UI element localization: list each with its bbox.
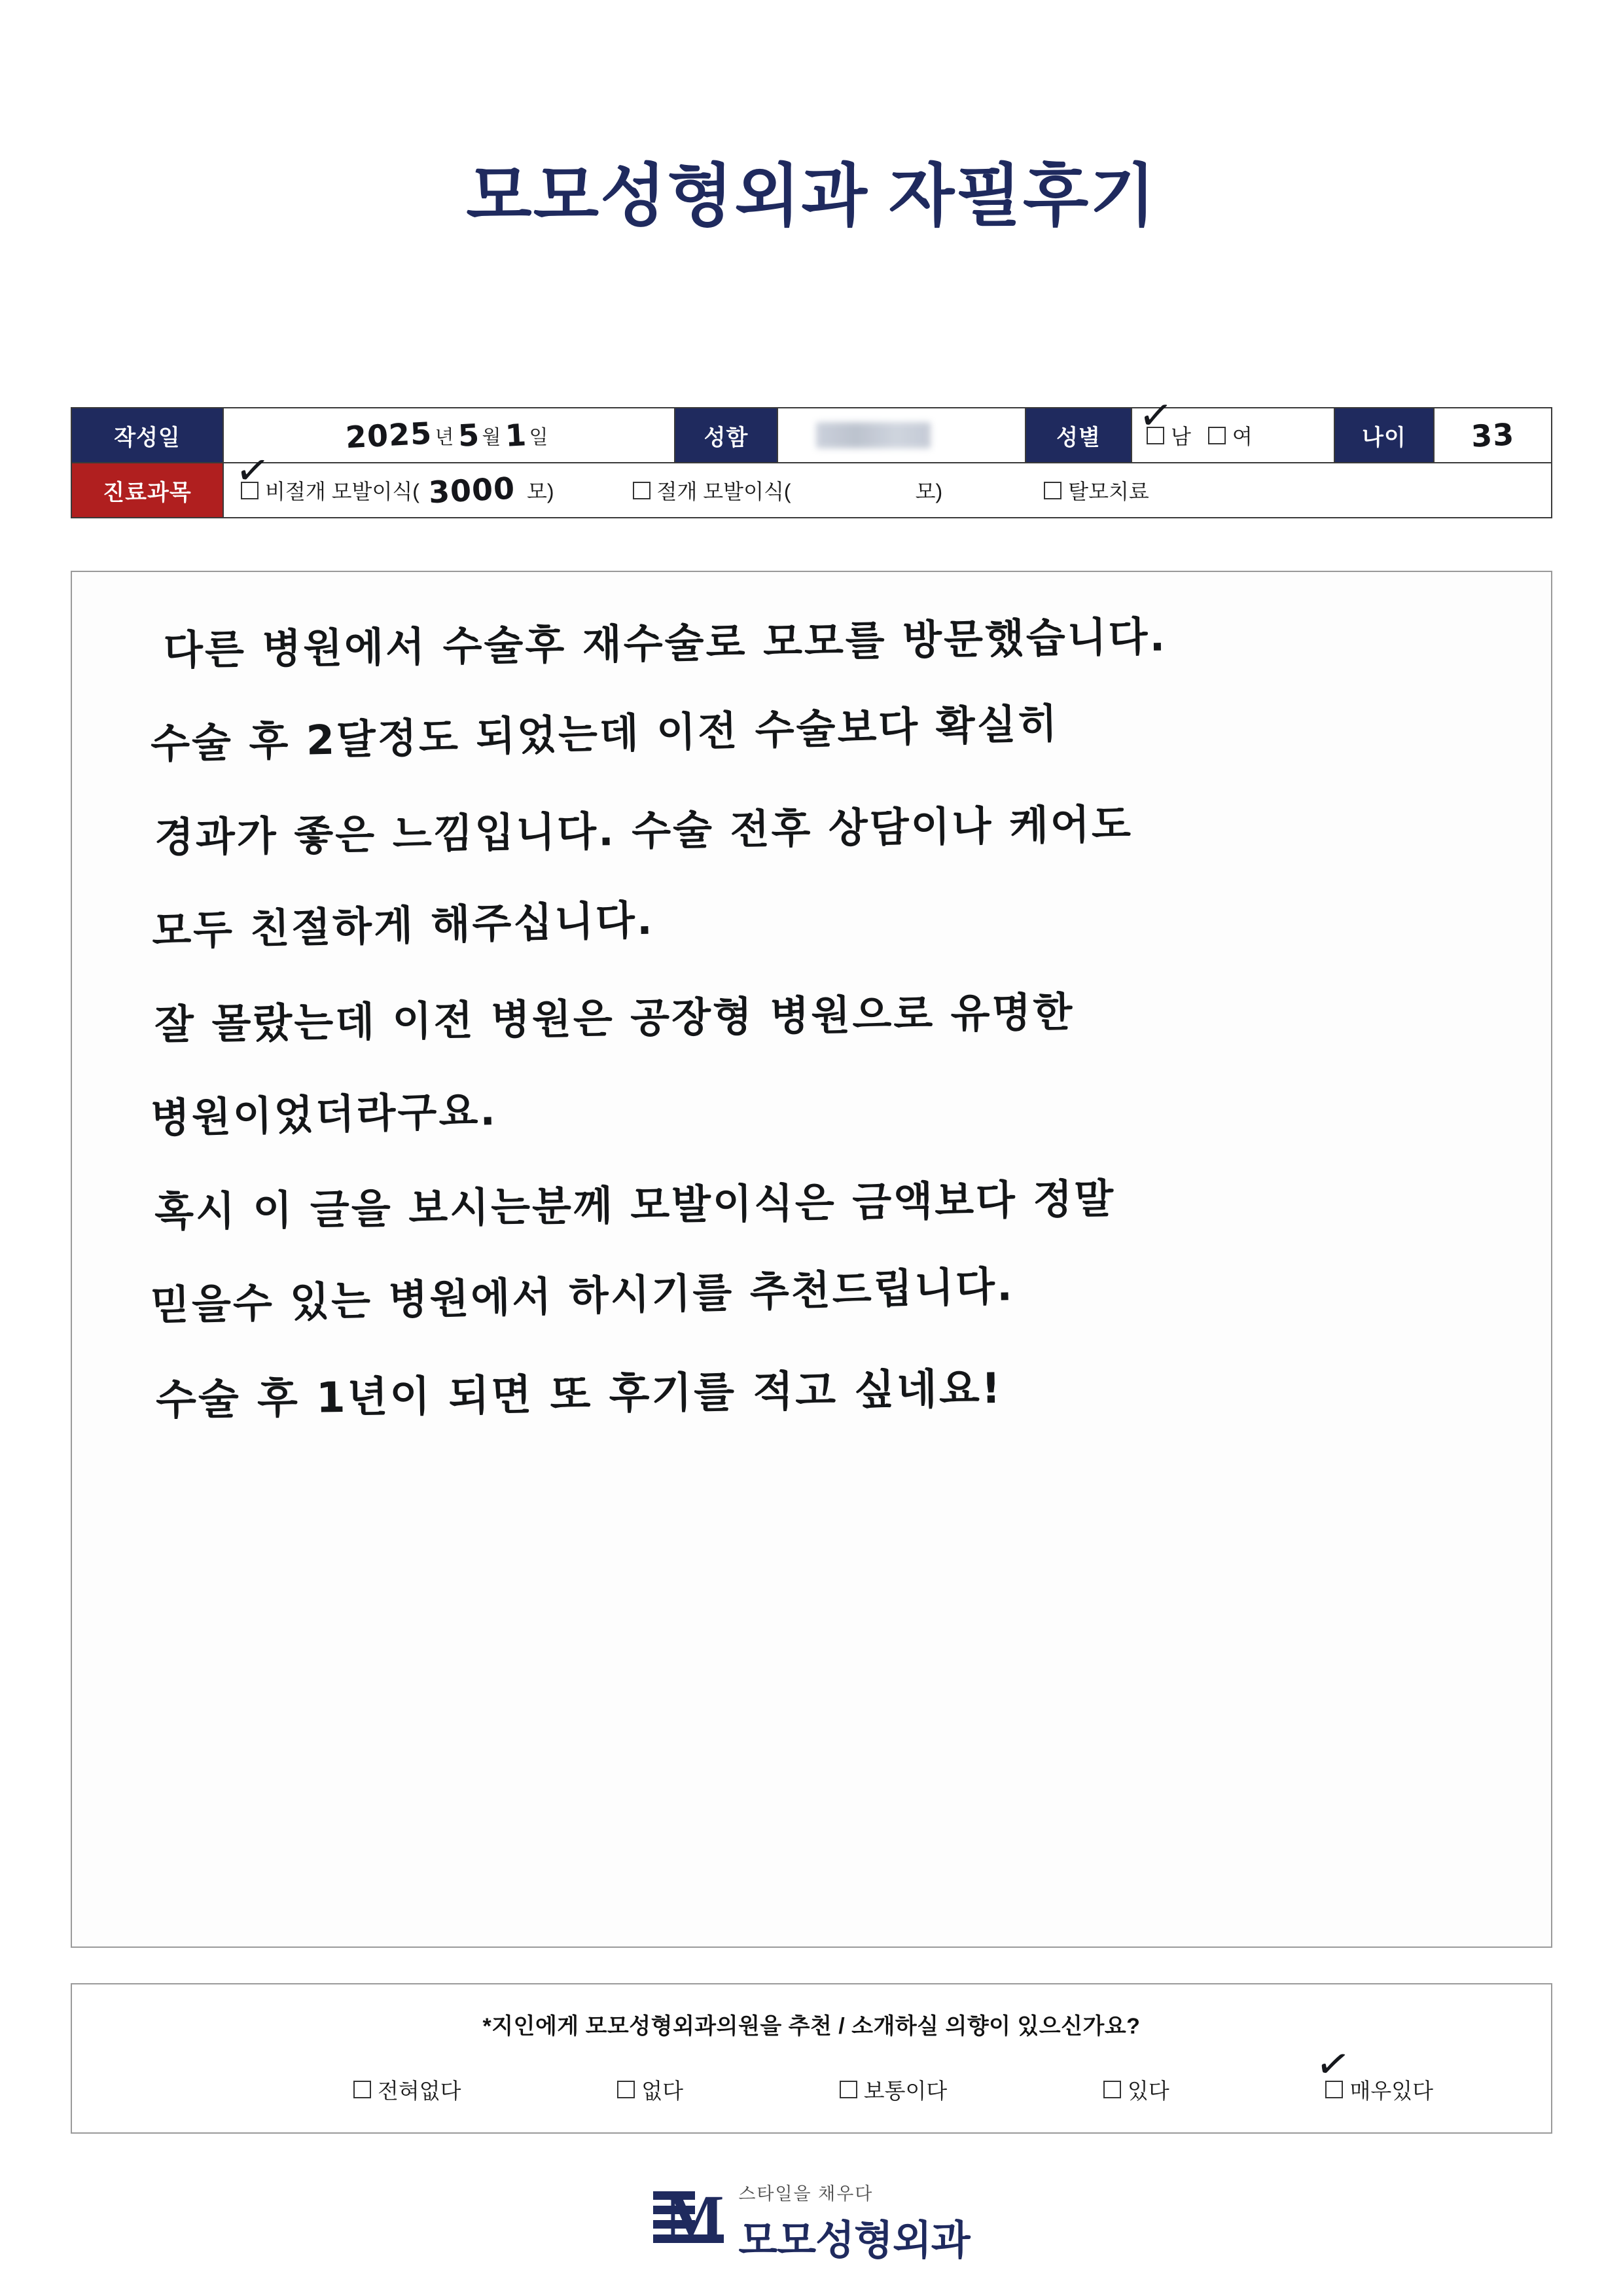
rec-no-label: 없다 bbox=[641, 2079, 683, 2103]
sex-label: 성별 bbox=[1025, 408, 1131, 462]
date-day-unit: 일 bbox=[529, 427, 548, 448]
review-line: 수술 후 1년이 되면 또 후기를 적고 싶네요! bbox=[155, 1364, 1003, 1425]
clinic-logo bbox=[0, 2179, 1623, 2266]
sex-male-label: 남 bbox=[1171, 425, 1191, 448]
rec-option-neutral[interactable] bbox=[840, 2074, 948, 2105]
dept-non-incision-checkmark: ✓ bbox=[232, 444, 273, 497]
logo-text bbox=[738, 2179, 969, 2266]
age-label: 나이 bbox=[1334, 408, 1433, 462]
rec-very-much-checkmark: ✓ bbox=[1312, 2037, 1355, 2090]
date-day-value: 1 bbox=[504, 417, 527, 454]
dept-hairloss-checkbox[interactable] bbox=[1044, 482, 1061, 499]
name-label: 성함 bbox=[674, 408, 777, 462]
rec-yes-checkbox[interactable] bbox=[1103, 2081, 1121, 2098]
review-line: 모두 친절하게 해주십니다. bbox=[151, 895, 655, 955]
dept-label: 진료과목 bbox=[72, 463, 223, 517]
sex-female-checkbox[interactable] bbox=[1208, 427, 1226, 444]
rec-not-at-all-label: 전혀없다 bbox=[378, 2079, 461, 2103]
rec-not-at-all-checkbox[interactable] bbox=[353, 2081, 371, 2098]
review-line: 경과가 좋은 느낌입니다. 수술 전후 상담이나 케어도 bbox=[154, 800, 1133, 861]
dept-non-incision-checkbox[interactable] bbox=[241, 482, 259, 499]
sex-value-cell bbox=[1131, 389, 1334, 462]
review-line: 다른 병원에서 수술후 재수술로 모모를 방문했습니다. bbox=[163, 612, 1168, 674]
dept-option-non-incision[interactable] bbox=[232, 444, 419, 505]
patient-info-table bbox=[71, 389, 1552, 518]
name-redacted bbox=[816, 422, 931, 448]
recommendation-options bbox=[72, 2037, 1551, 2105]
date-year-unit: 년 bbox=[435, 427, 454, 448]
logo-letter: M bbox=[664, 2182, 724, 2252]
graft-count-value: 3000 bbox=[427, 470, 516, 511]
rec-very-much-checkbox[interactable] bbox=[1325, 2081, 1343, 2098]
dept-incision-checkbox[interactable] bbox=[633, 482, 651, 499]
dept-value-cell bbox=[223, 444, 1551, 517]
rec-no-checkbox[interactable] bbox=[617, 2081, 635, 2098]
rec-option-not-at-all[interactable] bbox=[353, 2074, 461, 2105]
sex-male-checkmark: ✓ bbox=[1136, 389, 1175, 441]
dept-options bbox=[232, 444, 1551, 511]
rec-yes-label: 있다 bbox=[1127, 2079, 1169, 2103]
dept-option-incision[interactable] bbox=[633, 475, 791, 505]
age-value: 33 bbox=[1470, 416, 1516, 454]
rec-option-no[interactable] bbox=[617, 2074, 683, 2105]
review-line: 믿을수 있는 병원에서 하시기를 추천드립니다. bbox=[150, 1262, 1015, 1329]
date-label: 작성일 bbox=[72, 408, 223, 462]
rec-option-very-much[interactable] bbox=[1312, 2037, 1433, 2105]
sex-options bbox=[1132, 389, 1253, 450]
date-year-value: 2025 bbox=[345, 415, 433, 456]
recommendation-section bbox=[71, 1983, 1552, 2134]
dept-option-hairloss-treatment[interactable] bbox=[1044, 475, 1149, 505]
graft-count-unit-2: 모) bbox=[915, 480, 943, 503]
sex-option-male[interactable] bbox=[1147, 420, 1191, 450]
date-month-unit: 월 bbox=[482, 427, 501, 448]
rec-neutral-label: 보통이다 bbox=[863, 2079, 948, 2103]
graft-count-unit: 모) bbox=[526, 480, 554, 503]
info-row-top bbox=[72, 389, 1551, 463]
rec-very-much-label: 매우있다 bbox=[1349, 2079, 1433, 2103]
date-month-value: 5 bbox=[457, 417, 480, 454]
handwritten-review-area bbox=[71, 571, 1552, 1948]
page-title: 모모성형외과 자필후기 bbox=[466, 158, 1157, 234]
name-value-cell bbox=[777, 408, 1025, 462]
dept-hairloss-label: 탈모치료 bbox=[1068, 480, 1149, 503]
rec-option-yes[interactable] bbox=[1103, 2074, 1169, 2105]
info-row-dept bbox=[72, 444, 1551, 517]
dept-non-incision-label: 비절개 모발이식( bbox=[265, 480, 419, 503]
rec-neutral-checkbox[interactable] bbox=[840, 2081, 857, 2098]
review-line: 혹시 이 글을 보시는분께 모발이식은 금액보다 정말 bbox=[154, 1174, 1116, 1236]
review-line: 잘 몰랐는데 이전 병원은 공장형 병원으로 유명한 bbox=[154, 988, 1075, 1049]
logo-brand-name: 모모성형외과 bbox=[738, 2218, 970, 2263]
sex-option-female[interactable] bbox=[1208, 420, 1253, 450]
logo-tagline: 스타일을 채우다 bbox=[738, 2184, 874, 2204]
review-line: 수술 후 2달정도 되었는데 이전 수술보다 확실히 bbox=[150, 699, 1060, 768]
sex-male-checkbox[interactable] bbox=[1147, 427, 1164, 444]
date-value-cell bbox=[223, 408, 674, 462]
dept-incision-label: 절개 모발이식( bbox=[656, 480, 791, 503]
recommendation-question: *지인에게 모모성형외과의원을 추천 / 소개하실 의향이 있으신가요? bbox=[482, 2014, 1141, 2039]
logo-mark-icon bbox=[653, 2182, 724, 2258]
review-line: 병원이었더라구요. bbox=[150, 1086, 498, 1142]
sex-female-label: 여 bbox=[1232, 425, 1253, 448]
age-value-cell bbox=[1433, 408, 1551, 462]
